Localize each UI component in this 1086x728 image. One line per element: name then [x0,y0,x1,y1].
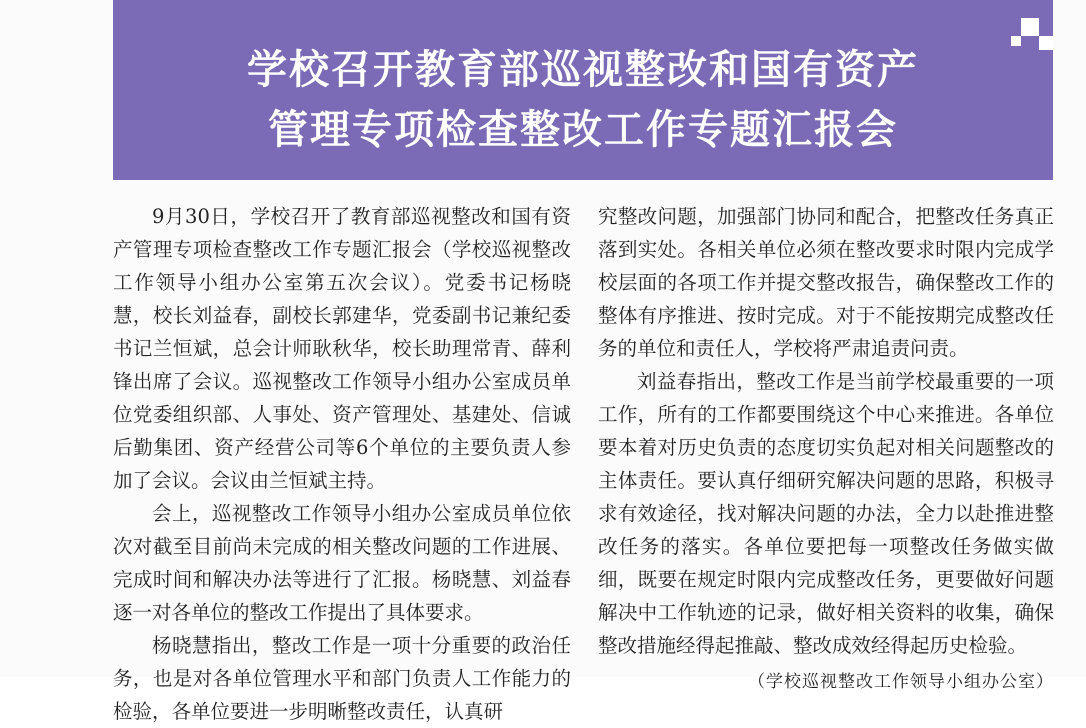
article-credit: （学校巡视整改工作领导小组办公室） [748,672,1054,692]
article-paragraph: 会上，巡视整改工作领导小组办公室成员单位依次对截至目前尚未完成的相关整改问题的工作进展、完成时间和解决办法等进行了汇报。杨晓慧、刘益春逐一对各单位的整改工作提出了具体要求。 [113,502,571,624]
article-column-right [598,200,1054,699]
article-paragraph: 刘益春指出，整改工作是当前学校最重要的一项工作，所有的工作都要围绕这个中心来推进。各单位要本着对历史负责的态度切实负起对相关问题整改的主体责任。要认真仔细研究解决问题的思路，积极寻求有效途径，找对解决问题的办法，全力以赴推进整改任务的落实。各单位要把每一项整改任务做实做细，既要在规定时限内完成整改任务，更要做好问题解决中工作轨迹的记录，做好相关资料的收集，确保整改措施经得起推敲、整改成效经得起历史检验。 [598,370,1054,657]
title-banner [113,0,1053,180]
article-paragraph: 9月30日，学校召开了教育部巡视整改和国有资产管理专项检查整改工作专题汇报会（学校巡视整改工作领导小组办公室第五次会议）。党委书记杨晓慧，校长刘益春，副校长郭建华，党委副书记兼纪委书记兰恒斌，总会计师耿秋华，校长助理常青、薛利锋出席了会议。巡视整改工作领导小组办公室成员单位党委组织部、人事处、资产管理处、基建处、信诚后勤集团、资产经营公司等6个单位的主要负责人参加了会议。会议由兰恒斌主持。 [113,205,571,492]
article-paragraph-continuation: 究整改问题，加强部门协同和配合，把整改任务真正落到实处。各相关单位必须在整改要求时限内完成学校层面的各项工作并提交整改报告，确保整改工作的整体有序推进、按时完成。对于不能按期完成整改任务的单位和责任人，学校将严肃追责问责。 [598,205,1054,360]
decorative-square [1011,36,1021,46]
decorative-square [1039,36,1053,50]
decorative-square [1021,18,1039,36]
headline-line-1: 学校召开教育部巡视整改和国有资产 [247,47,919,93]
article-paragraph: 杨晓慧指出，整改工作是一项十分重要的政治任务，也是对各单位管理水平和部门负责人工作能力的检验，各单位要进一步明晰整改责任，认真研 [113,634,571,723]
headline-line-2: 管理专项检查整改工作专题汇报会 [268,107,898,153]
article-column-left [113,200,571,728]
